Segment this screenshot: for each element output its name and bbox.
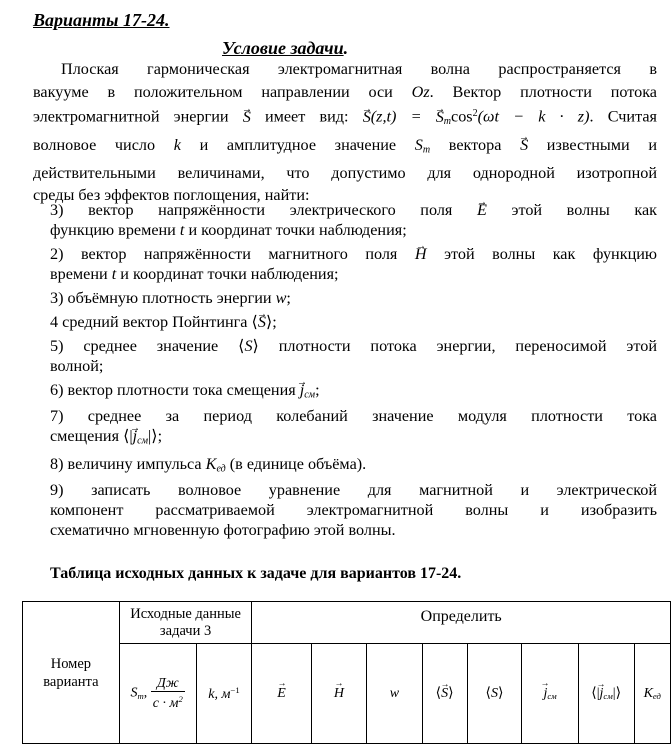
table-title: Таблица исходных данных к задаче для вариантов 17-24. (50, 565, 462, 582)
source-data-table (22, 601, 671, 744)
col-K: $K_{ед}$ (634, 644, 670, 744)
intro-line-2: вакууме в положительном направлении оси Oz. Вектор плотности потока (33, 82, 657, 101)
task-item-4: 4 средний вектор Пойнтинга ⟨→ S⟩; (50, 312, 657, 332)
poynting-vector-symbol: → S (243, 106, 251, 129)
col-variant-header: Номер варианта (23, 602, 120, 744)
col-k-unit: k, $м^{-1}$ (196, 644, 252, 744)
col-w: w (367, 644, 422, 744)
problem-statement (33, 58, 657, 207)
intro-line-6: среды без эффектов поглощения, найти: (33, 186, 310, 205)
task-title-text: Условие задачи (222, 38, 344, 58)
formula-S: → S (363, 106, 371, 129)
col-E: → E (252, 644, 311, 744)
intro-line-1: Плоская гармоническая электромагнитная волна распространяется в (61, 60, 657, 78)
col-mean-S-vec: ⟨→ S⟩ (422, 644, 467, 744)
col-j: → $j_{см}$ (522, 644, 578, 744)
task-title (222, 38, 348, 59)
intro-line-5: действительными величинами, что допустимо для однородной изотропной (33, 163, 657, 182)
col-source-header: Исходные данные задачи 3 (119, 602, 252, 644)
task-item-7: 7) среднее за период колебаний значение модуля плотности тока смещения ⟨|→ $j_{см}|⟩$; (50, 406, 657, 452)
col-mean-abs-j: ⟨|→ $j_{см}|⟩$ (578, 644, 634, 744)
axis-oz: Oz (411, 82, 430, 101)
task-title-dot: . (343, 38, 349, 58)
task-item-3: 3) объёмную плотность энергии w; (50, 289, 291, 307)
task-item-1: 3) вектор напряжённости электрического поля → E этой волны как функцию времени t и координат точки наблюдения; (50, 200, 657, 240)
task-item-5: 5) среднее значение ⟨S⟩ плотности потока энергии, переносимой этой волной; (50, 337, 657, 375)
variants-title: Варианты 17-24. (33, 10, 170, 30)
task-item-8: 8) величину импульса $K_{ед}$ (в единице объёма). (50, 455, 367, 475)
intro-line-4: волновое число k и амплитудное значение $S_m$ вектора → S известными и (33, 134, 657, 162)
intro-line-3: электромагнитной энергии → S имеет вид: → S(z,t) = → $S_m\cos^2(\omega t - k \cdot z)$. Считая (33, 103, 657, 134)
col-mean-S: ⟨S⟩ (467, 644, 522, 744)
col-Sm-unit: $S_m$, $\frac{Дж}{с \cdot м^2}$ (119, 644, 196, 744)
task-item-2: 2) вектор напряжённости магнитного поля → H этой волны как функцию времени t и координат точки наблюдения; (50, 244, 657, 284)
col-H: → H (311, 644, 367, 744)
task-item-6: 6) вектор плотности тока смещения → $j_{см}$; (50, 380, 657, 406)
H-vector-symbol: → H (415, 244, 427, 264)
col-determine-header: Определить (252, 602, 671, 644)
task-item-9: 9) записать волновое уравнение для магнитной и электрической компонент рассматриваемой электромагнитной волны и изобразить схематично мгновенную фотографию этой волны. (50, 481, 657, 539)
E-vector-symbol: → E (477, 200, 487, 220)
